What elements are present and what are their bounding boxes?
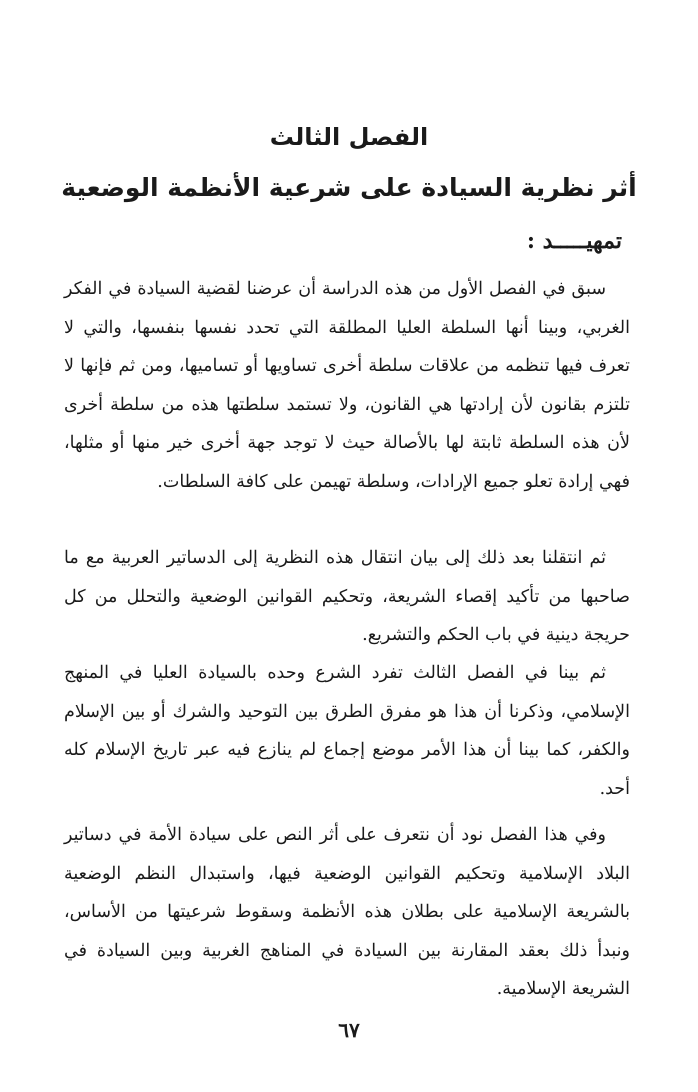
- paragraph-text: سبق في الفصل الأول من هذه الدراسة أن عرضنا لقضية السيادة في الفكر الغربي، وبينا أنها السلطة العليا المطلقة التي تحدد نفسها بنفسها، والتي لا تعرف فيها تنظمه من علاقات سلطة أخرى تساويها أو تساميها، ومن ثم فإنها لا تلتزم بقانون لأن إرادتها هي القانون، ولا تستمد سلطتها هذه من سلطة أخرى لأن هذه السلطة ثابتة لها بالأصالة حيث لا توجد جهة أخرى خير منها أو مثلها، فهي إرادة تعلو جميع الإرادات، وسلطة تهيمن على كافة السلطات.: [64, 279, 630, 492]
- chapter-title: الفصل الثالث: [269, 123, 429, 151]
- paragraph-text: وفي هذا الفصل نود أن نتعرف على أثر النص على سيادة الأمة في دساتير البلاد الإسلامية وتحكيم القوانين الوضعية فيها، واستبدال النظم الوضعية بالشريعة الإسلامية على بطلان هذه الأنظمة وسقوط شرعيتها من الأساس، ونبدأ ذلك بعقد المقارنة بين السيادة في المناهج الغربية وبين السيادة في الشريعة الإسلامية.: [64, 825, 630, 999]
- intro-heading: تمهيـــــد :: [526, 228, 622, 254]
- paragraph-text: ثم انتقلنا بعد ذلك إلى بيان انتقال هذه النظرية إلى الدساتير العربية مع ما صاحبها من تأكيد إقصاء الشريعة، وتحكيم القوانين الوضعية والتحلل من كل حريجة دينية في باب الحكم والتشريع.: [64, 548, 630, 645]
- paragraph-1: [64, 270, 630, 501]
- page-number: ٦٧: [338, 1018, 360, 1042]
- paragraph-3: [64, 654, 630, 808]
- paragraph-2: [64, 539, 630, 655]
- paragraph-text: ثم بينا في الفصل الثالث تفرد الشرع وحده بالسيادة العليا في المنهج الإسلامي، وذكرنا أن هذا هو مفرق الطرق بين التوحيد والشرك أو بين الإسلام والكفر، كما بينا أن هذا الأمر موضع إجماع لم ينازع فيه عبر تاريخ الإسلام كله أحد.: [64, 663, 630, 799]
- paragraph-4: [64, 816, 630, 1009]
- chapter-subtitle: أثر نظرية السيادة على شرعية الأنظمة الوضعية: [61, 173, 637, 202]
